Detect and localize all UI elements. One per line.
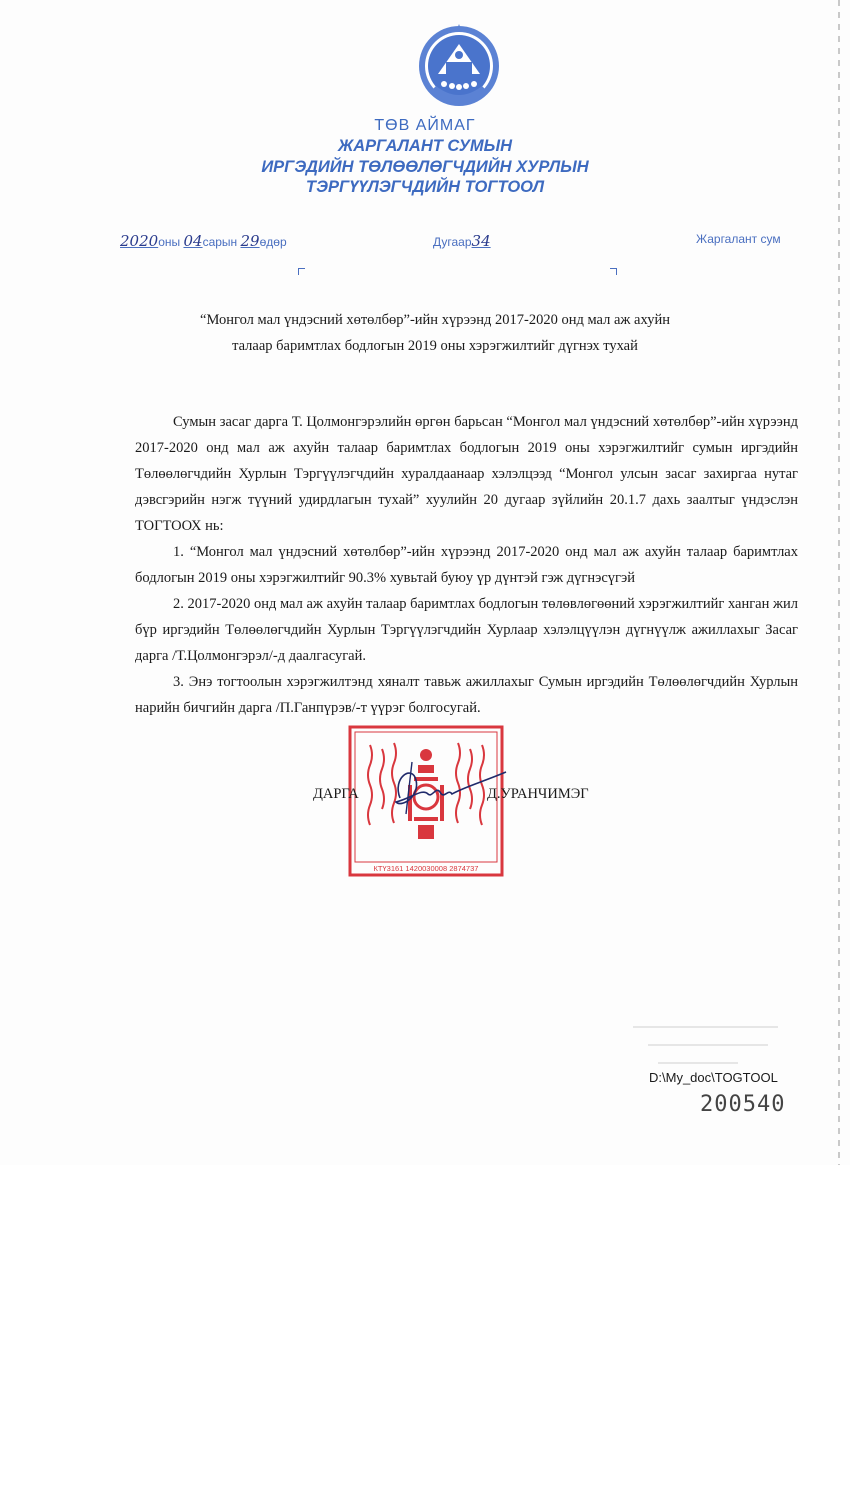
title-corner-right (610, 268, 617, 275)
date-day: 29 (240, 232, 260, 250)
number-field (433, 232, 491, 250)
body-intro (135, 409, 798, 721)
number-value: 34 (471, 232, 491, 250)
date-year-suffix: оны (158, 235, 181, 249)
resolution-item-2: 2. 2017-2020 онд мал аж ахуйн талаар баримтлах бодлогын төлөвлөгөөний хэрэгжилтийг ханган жил бүр иргэдийн Төлөөлөгчдийн Хурлын Тэргүүлэгчдийн Хурлаар хэлэлцүүлэн дүгнүүлж ажиллахыг Засаг дарга /Т.Цолмонгэрэл/-д даалгасугай. (135, 596, 798, 664)
aimag-heading: ТӨВ АЙМАГ (374, 117, 476, 134)
intro-paragraph: Сумын засаг дарга Т. Цолмонгэрэлийн өргөн барьсан “Монгол мал үндэсний хөтөлбөр”-ийн хүрээнд 2017-2020 онд мал аж ахуйн талаар баримтлах бодлогын 2019 оны хэрэгжилтийг сумын иргэдийн Төлөөлөгчдийн Хурлын Тэргүүлэгчдийн хуралдаанаар хэлэлцээд “Монгол улсын засаг захиргаа нутаг дэвсгэрийн нэгж түүний удирдлагын тухай” хуулийн 20 дугаар зүйлийн 20.1.7 дахь заалтыг үндэслэн ТОГТООХ нь: (135, 414, 798, 534)
date-month-suffix: сарын (202, 235, 238, 249)
sum-heading: ЖАРГАЛАНТ СУМЫН (337, 137, 513, 155)
state-emblem-icon (416, 22, 502, 114)
resolution-item-3: 3. Энэ тогтоолын хэрэгжилтэнд хяналт тавьж ажиллахыг Сумын иргэдийн Төлөөлөгчдийн Хурлын нарийн бичгийн дарга /П.Ганпүрэв/-т үүрэг болгосугай. (135, 674, 798, 716)
title-line-2: талаар баримтлах бодлогын 2019 оны хэрэгжилтийг дүгнэх тухай (232, 338, 638, 354)
date-year: 2020 (120, 232, 159, 250)
stamp-footer-text: КТҮ3161 1420030008 2874737 (373, 864, 479, 873)
council-heading: ИРГЭДИЙН ТӨЛӨӨЛӨГЧДИЙН ХУРЛЫН (261, 158, 589, 176)
title-corner-left (298, 268, 305, 275)
title-line-1: “Монгол мал үндэсний хөтөлбөр”-ийн хүрээнд 2017-2020 онд мал аж ахуйн (200, 312, 670, 328)
place-field: Жаргалант сум (696, 232, 781, 246)
handwritten-signature (382, 758, 510, 818)
date-field (120, 232, 287, 250)
resolution-item-1: 1. “Монгол мал үндэсний хөтөлбөр”-ийн хүрээнд 2017-2020 онд мал аж ахуйн талаар баримтлах бодлогын 2019 оны хэрэгжилтийг 90.3% хувьтай буюу үр дүнтэй гэж дүгнэсүгэй (135, 544, 798, 586)
date-day-suffix: өдөр (259, 235, 287, 249)
resolution-title (150, 307, 720, 359)
signatory-title: ДАРГА (313, 786, 359, 802)
date-month: 04 (183, 232, 203, 250)
registration-number: 200540 (700, 1092, 786, 1117)
bleed-through-text (628, 1015, 808, 1075)
signatory-name: Д.УРАНЧИМЭГ (487, 786, 589, 802)
file-path-text: D:\My_doc\TOGTOOL (649, 1070, 778, 1085)
doc-type-heading: ТЭРГҮҮЛЭГЧДИЙН ТОГТООЛ (305, 178, 545, 196)
number-label: Дугаар (433, 235, 472, 249)
